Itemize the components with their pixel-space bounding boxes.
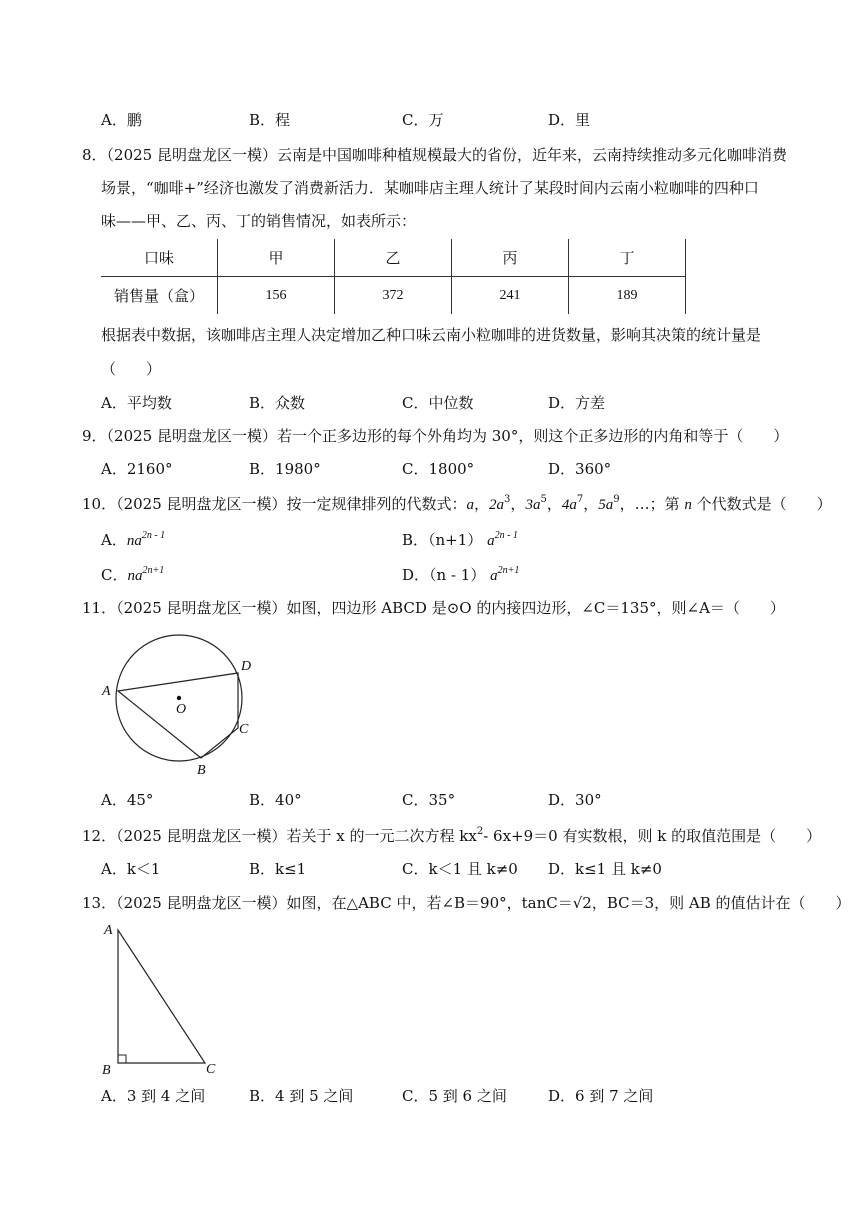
q11-option-b: B．40° (249, 791, 302, 809)
q10-option-c (101, 565, 164, 586)
option-exp: 2n+1 (142, 565, 165, 576)
table-cell: 189 (569, 277, 686, 315)
option-base: na (127, 568, 143, 584)
q8-stem-line-3: 味——甲、乙、丙、丁的销售情况，如表所示： (101, 212, 417, 230)
q10-seq-2: 2a (489, 497, 505, 513)
q7-option-b: B．程 (249, 111, 291, 129)
sales-table (101, 239, 686, 314)
q10-seq-3-exp: 5 (540, 494, 547, 505)
q13-option-c: C．5 到 6 之间 (402, 1087, 507, 1105)
table-cell: 156 (218, 277, 335, 315)
q8-option-c: C．中位数 (402, 394, 474, 412)
option-exp: 2n - 1 (494, 530, 518, 541)
option-label: A． (101, 531, 127, 549)
q11-option-a: A．45° (101, 791, 154, 809)
table-cell: 241 (452, 277, 569, 315)
q12-stem-part-1: 12．（2025 昆明盘龙区一模）若关于 x 的一元二次方程 kx (82, 827, 477, 845)
q10-option-a (101, 530, 165, 551)
table-header-row (101, 239, 686, 277)
q8-option-a: A．平均数 (101, 394, 172, 412)
right-triangle-figure (98, 918, 228, 1078)
option-base: a (490, 568, 498, 584)
q11-option-d: D．30° (548, 791, 602, 809)
table-header-cell: 丁 (569, 239, 686, 277)
label-c: C (206, 1062, 216, 1077)
q7-option-d: D．里 (548, 111, 591, 129)
label-o: O (176, 702, 187, 717)
option-label: D．（n - 1） (402, 566, 486, 584)
q9-option-c: C．1800° (402, 460, 475, 478)
table-header-cell: 甲 (218, 239, 335, 277)
q7-option-a: A．鹏 (101, 111, 142, 129)
q10-seq-4-exp: 7 (576, 494, 584, 505)
q9-option-d: D．360° (548, 460, 612, 478)
q9-stem: 9．（2025 昆明盘龙区一模）若一个正多边形的每个外角均为 30°，则这个正多边形的内角和等于（ ） (82, 427, 789, 445)
label-a: A (102, 684, 111, 699)
q12-exp: 2 (476, 826, 484, 837)
q13-sqrt: √2 (572, 894, 592, 912)
q12-stem-part-2: - 6x+9＝0 有实数根，则 k 的取值范围是（ ） (483, 827, 822, 845)
q12-option-a: A．k＜1 (101, 860, 161, 878)
q10-seq-5-exp: 9 (613, 494, 620, 505)
label-b: B (197, 763, 206, 778)
q10-stem: 10．（2025 昆明盘龙区一模）按一定规律排列的代数式：a，$2a^3$，$3a^5$，$4a^7$，$5a^9$，…；第 n 个代数式是（ ） (82, 494, 832, 513)
inscribed-quadrilateral-figure (98, 628, 268, 778)
q10-seq-4: 4a (561, 497, 577, 513)
q12-stem (82, 826, 821, 846)
q10-suffix-a: ，…；第 (619, 495, 680, 513)
q8-stem-line-1: 8．（2025 昆明盘龙区一模）云南是中国咖啡种植规模最大的省份，近年来，云南持续推动多元化咖啡消费 (82, 146, 787, 164)
table-header-cell: 丙 (452, 239, 569, 277)
q12-option-c: C．k＜1 且 k≠0 (402, 860, 518, 878)
q13-option-a: A．3 到 4 之间 (101, 1087, 206, 1105)
table-cell: 销售量（盒） (101, 277, 218, 315)
center-point-o (177, 696, 181, 700)
option-label: C． (101, 566, 128, 584)
q8-option-b: B．众数 (249, 394, 306, 412)
q12-option-b: B．k≤1 (249, 860, 307, 878)
q8-answer-paren: （ ） (101, 360, 162, 378)
q10-option-b (402, 530, 518, 551)
right-angle-mark (118, 1055, 126, 1063)
q9-option-b: B．1980° (249, 460, 321, 478)
q10-n: n (684, 497, 692, 513)
label-b: B (102, 1063, 111, 1078)
q13-option-b: B．4 到 5 之间 (249, 1087, 354, 1105)
option-label: B．（n+1） (402, 531, 483, 549)
q8-stem-line-2: 场景，“咖啡+”经济也激发了消费新活力．某咖啡店主理人统计了某段时间内云南小粒咖啡的四种口 (101, 179, 759, 197)
label-d: D (241, 659, 252, 674)
q13-option-d: D．6 到 7 之间 (548, 1087, 654, 1105)
q7-option-c: C．万 (402, 111, 444, 129)
q8-option-d: D．方差 (548, 394, 606, 412)
q10-option-d (402, 565, 519, 586)
q11-option-c: C．35° (402, 791, 456, 809)
label-c: C (239, 722, 249, 737)
q10-suffix-b: 个代数式是（ ） (696, 495, 832, 513)
label-a: A (104, 923, 113, 938)
q11-stem: 11．（2025 昆明盘龙区一模）如图，四边形 ABCD 是⊙O 的内接四边形，∠C＝135°，则∠A＝（ ） (82, 599, 785, 617)
option-exp: 2n+1 (497, 565, 520, 576)
q9-option-a: A．2160° (101, 460, 173, 478)
q12-option-d: D．k≤1 且 k≠0 (548, 860, 662, 878)
q10-seq-5: 5a (598, 497, 614, 513)
triangle-abc (118, 930, 205, 1063)
q10-seq-2-exp: 3 (504, 494, 511, 505)
table-row (101, 277, 686, 315)
q8-stem-line-4: 根据表中数据，该咖啡店主理人决定增加乙种口味云南小粒咖啡的进货数量，影响其决策的统计量是 (101, 326, 762, 344)
option-exp: 2n - 1 (141, 530, 166, 541)
table-cell: 372 (335, 277, 452, 315)
q10-prefix: 10．（2025 昆明盘龙区一模）按一定规律排列的代数式： (82, 495, 467, 513)
q10-seq-3: 3a (525, 497, 541, 513)
q10-seq-1: a (466, 497, 475, 513)
q13-stem-part-1: 13．（2025 昆明盘龙区一模）如图，在△ABC 中，若∠B＝90°，tanC＝ (82, 894, 573, 912)
table-header-cell: 口味 (101, 239, 218, 277)
table-header-cell: 乙 (335, 239, 452, 277)
option-base: a (487, 533, 495, 549)
option-base: na (126, 533, 142, 549)
q13-stem-part-2: ，BC＝3，则 AB 的值估计在（ ） (591, 894, 851, 912)
q13-stem (82, 893, 851, 913)
